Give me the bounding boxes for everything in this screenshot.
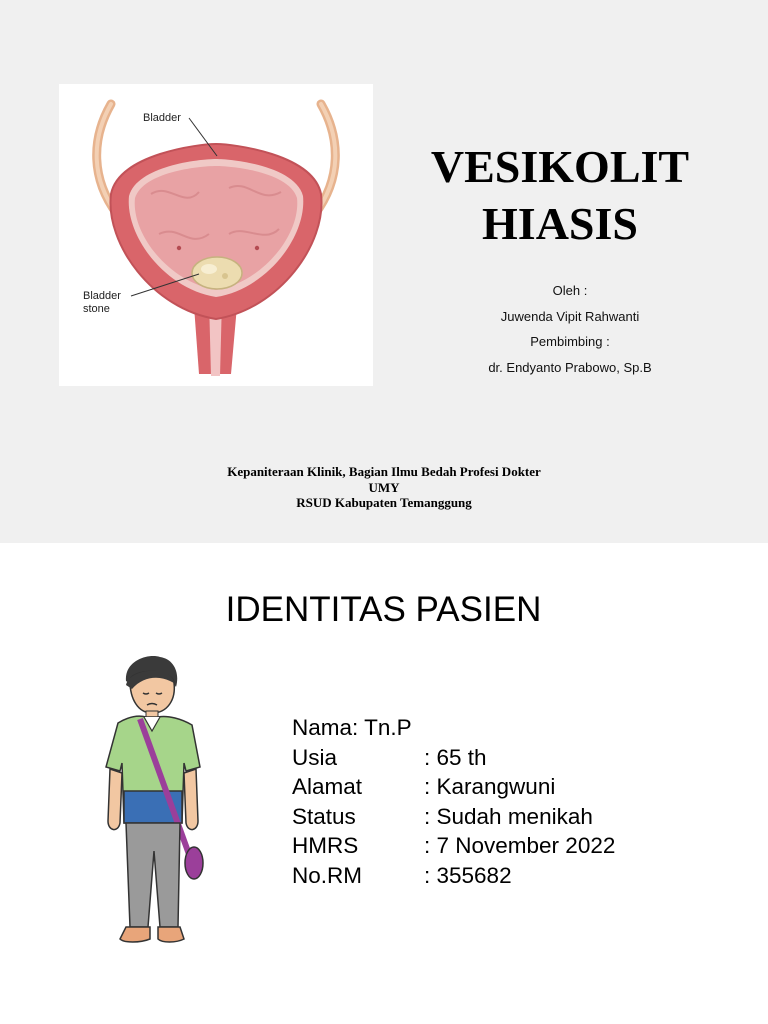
field-value-usia: : 65 th: [424, 744, 487, 770]
bladder-stone-illustration: [59, 84, 373, 386]
field-value-status: : Sudah menikah: [424, 803, 593, 829]
field-value-alamat: : Karangwuni: [424, 774, 556, 800]
slide-title-text: IDENTITAS PASIEN: [225, 590, 542, 629]
field-label-alamat: Alamat: [292, 774, 363, 800]
advisor-name: dr. Endyanto Prabowo, Sp.B: [488, 359, 652, 375]
field-row: [292, 772, 615, 802]
title-line2: HIASIS: [482, 198, 638, 249]
label-bladder: Bladder: [143, 112, 181, 124]
name-line: Nama: Tn.P: [292, 715, 412, 740]
sad-man-illustration: [98, 651, 210, 961]
byline: [420, 278, 720, 380]
field-row: [292, 861, 615, 891]
field-row: [292, 743, 615, 773]
field-value-norm: : 355682: [424, 862, 512, 888]
patient-identity-list: [292, 713, 615, 891]
advisor-label: Pembimbing :: [530, 334, 610, 349]
presentation-title: [405, 138, 715, 252]
field-label-hmrs: HMRS: [292, 833, 359, 859]
field-value-hmrs: : 7 November 2022: [424, 833, 616, 859]
footer-line3: RSUD Kabupaten Temanggung: [296, 495, 472, 510]
patient-identity-slide: [0, 543, 768, 1024]
field-row: [292, 831, 615, 861]
field-label-usia: Usia: [292, 744, 338, 770]
field-label-norm: No.RM: [292, 862, 363, 888]
field-label-status: Status: [292, 803, 356, 829]
institution-footer: [150, 464, 618, 511]
label-stone-line1: Bladder: [83, 290, 121, 302]
footer-line2: UMY: [368, 479, 400, 495]
name-row: [292, 713, 615, 743]
slide-title: [0, 589, 768, 631]
footer-line1: Kepaniteraan Klinik, Bagian Ilmu Bedah Profesi Dokter: [227, 464, 541, 479]
label-bladder-stone: [83, 290, 121, 316]
author-name: Juwenda Vipit Rahwanti: [500, 308, 640, 324]
title-line1: VESIKOLIT: [430, 141, 690, 192]
label-stone-line2: stone: [83, 303, 110, 315]
by-label: Oleh :: [552, 283, 588, 298]
field-row: [292, 802, 615, 832]
